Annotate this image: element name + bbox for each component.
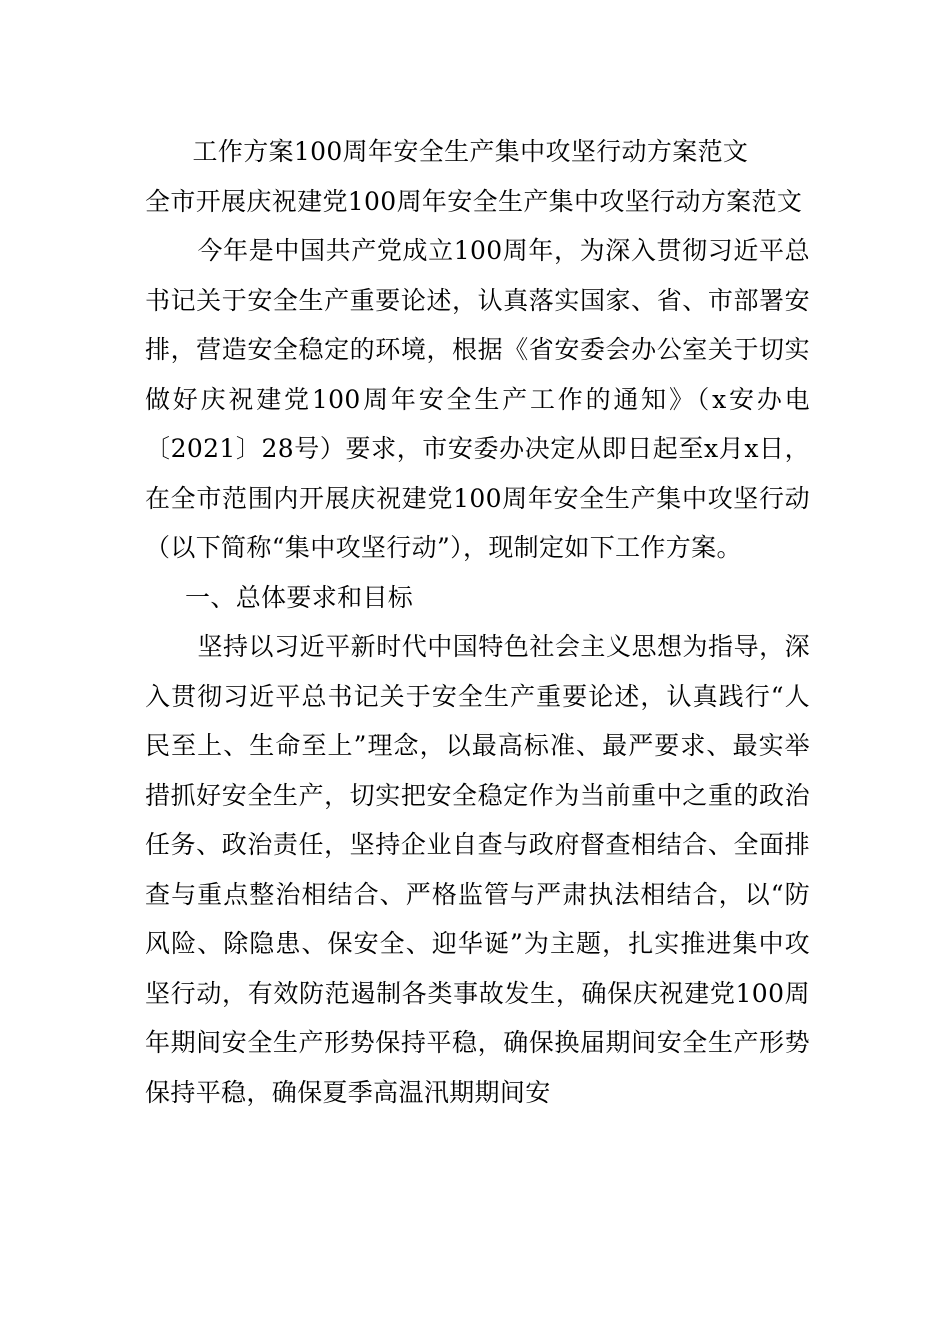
- document-title-line-2: 全市开展庆祝建党100周年安全生产集中攻坚行动方案范文: [145, 186, 803, 216]
- intro-paragraph: 今年是中国共产党成立100周年，为深入贯彻习近平总书记关于安全生产重要论述，认真落实国家、省、市部署安排，营造安全稳定的环境，根据《省安委会办公室关于切实做好庆祝建党100周年安全生产工作的通知》（x安办电〔2021〕28号）要求，市安委办决定从即日起至x月x日，在全市范围内开展庆祝建党100周年安全生产集中攻坚行动（以下简称“集中攻坚行动”），现制定如下工作方案。: [145, 236, 810, 562]
- section-heading-general-requirements: 一、总体要求和目标: [185, 582, 414, 612]
- general-requirements-paragraph: 坚持以习近平新时代中国特色社会主义思想为指导，深入贯彻习近平总书记关于安全生产重要论述，认真践行“人民至上、生命至上”理念，以最高标准、最严要求、最实举措抓好安全生产，切实把安全稳定作为当前重中之重的政治任务、政治责任，坚持企业自查与政府督查相结合、全面排查与重点整治相结合、严格监管与严肃执法相结合，以“防风险、除隐患、保安全、迎华诞”为主题，扎实推进集中攻坚行动，有效防范遏制各类事故发生，确保庆祝建党100周年期间安全生产形势保持平稳，确保换届期间安全生产形势保持平稳，确保夏季高温汛期期间安: [145, 632, 810, 1107]
- document-body: [145, 127, 810, 1117]
- document-title-line-1: 工作方案100周年安全生产集中攻坚行动方案范文: [192, 137, 749, 166]
